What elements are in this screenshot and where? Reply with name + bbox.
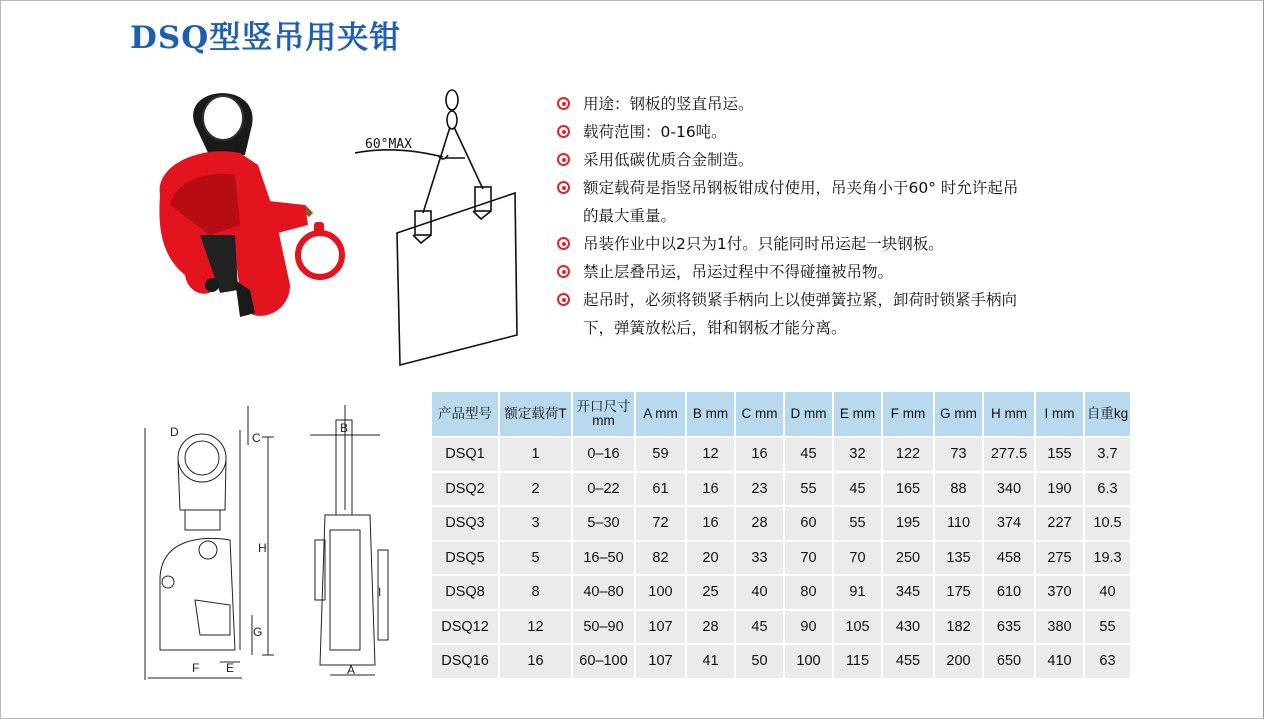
dim-label-i: I [378, 585, 382, 599]
table-cell: 455 [883, 645, 933, 678]
table-cell: DSQ16 [432, 645, 498, 678]
bullet-icon [557, 181, 570, 194]
table-cell: 340 [984, 473, 1034, 506]
table-cell: 88 [935, 473, 982, 506]
table-cell: 165 [883, 473, 933, 506]
table-cell: 100 [785, 645, 832, 678]
table-cell: 55 [785, 473, 832, 506]
note-line1: 用途：钢板的竖直吊运。 [583, 95, 754, 113]
table-cell: 33 [736, 542, 783, 575]
table-row [432, 645, 1130, 678]
table-cell: 190 [1036, 473, 1083, 506]
table-cell: 610 [984, 576, 1034, 609]
dimension-drawing [140, 400, 390, 690]
note-line1: 起吊时，必须将锁紧手柄向上以使弹簧拉紧，卸荷时锁紧手柄向 [583, 291, 1018, 309]
table-cell: 28 [736, 507, 783, 540]
table-cell: 107 [636, 611, 685, 644]
table-cell: 12 [687, 438, 734, 471]
note-item [557, 258, 1157, 286]
table-cell: 28 [687, 611, 734, 644]
spec-table [430, 390, 1132, 680]
table-cell: 23 [736, 473, 783, 506]
note-line1: 吊装作业中以2只为1付。只能同时吊运起一块钢板。 [583, 235, 944, 253]
header-cell: H mm [984, 392, 1034, 436]
table-cell: 6.3 [1085, 473, 1130, 506]
table-cell: 60 [785, 507, 832, 540]
note-item [557, 118, 1157, 146]
table-cell: 72 [636, 507, 685, 540]
dim-label-g: G [253, 625, 263, 639]
sketch-angle-label: 60°MAX [365, 137, 412, 152]
table-cell: 60–100 [573, 645, 634, 678]
table-cell: 635 [984, 611, 1034, 644]
table-cell: 0–22 [573, 473, 634, 506]
table-cell: 155 [1036, 438, 1083, 471]
header-cell: 自重kg [1085, 392, 1130, 436]
table-cell: 200 [935, 645, 982, 678]
header-cell: 额定载荷T [500, 392, 571, 436]
table-cell: 374 [984, 507, 1034, 540]
table-cell: 40 [1085, 576, 1130, 609]
table-cell: 16 [687, 473, 734, 506]
header-cell: I mm [1036, 392, 1083, 436]
header-cell: F mm [883, 392, 933, 436]
table-cell: 25 [687, 576, 734, 609]
table-cell: 32 [834, 438, 881, 471]
table-cell: DSQ2 [432, 473, 498, 506]
table-cell: 12 [500, 611, 571, 644]
table-cell: 70 [785, 542, 832, 575]
spec-header-row [432, 392, 1130, 436]
table-cell: DSQ3 [432, 507, 498, 540]
note-line1: 载荷范围：0-16吨。 [583, 123, 727, 141]
dim-label-d: D [170, 425, 179, 439]
table-cell: 5–30 [573, 507, 634, 540]
dim-label-e: E [226, 661, 235, 675]
note-line1: 额定载荷是指竖吊钢板钳成付使用，吊夹角小于60° 时允许起吊 [583, 179, 1019, 197]
header-cell: E mm [834, 392, 881, 436]
table-cell: 61 [636, 473, 685, 506]
table-cell: 5 [500, 542, 571, 575]
table-cell: 650 [984, 645, 1034, 678]
table-cell: 122 [883, 438, 933, 471]
note-line2: 下，弹簧放松后，钳和钢板才能分离。 [583, 319, 847, 337]
table-cell: DSQ12 [432, 611, 498, 644]
note-line1: 禁止层叠吊运，吊运过程中不得碰撞被吊物。 [583, 263, 894, 281]
table-cell: 16–50 [573, 542, 634, 575]
clamp-photo [140, 85, 350, 325]
table-cell: 345 [883, 576, 933, 609]
table-cell: 20 [687, 542, 734, 575]
table-cell: 40–80 [573, 576, 634, 609]
table-cell: 227 [1036, 507, 1083, 540]
table-cell: 50–90 [573, 611, 634, 644]
table-cell: 19.3 [1085, 542, 1130, 575]
note-line1: 采用低碳优质合金制造。 [583, 151, 754, 169]
dim-label-b: B [340, 421, 349, 435]
table-cell: 115 [834, 645, 881, 678]
table-cell: 3 [500, 507, 571, 540]
header-cell: C mm [736, 392, 783, 436]
bullet-icon [557, 153, 570, 166]
table-cell: 91 [834, 576, 881, 609]
dim-label-f: F [192, 661, 200, 675]
note-line2: 的最大重量。 [583, 207, 677, 225]
table-cell: 55 [1085, 611, 1130, 644]
note-item [557, 286, 1157, 342]
table-cell: 3.7 [1085, 438, 1130, 471]
header-cell: D mm [785, 392, 832, 436]
table-cell: 175 [935, 576, 982, 609]
table-cell: 40 [736, 576, 783, 609]
table-cell: 380 [1036, 611, 1083, 644]
bullet-icon [557, 97, 570, 110]
header-cell: A mm [636, 392, 685, 436]
table-cell: 2 [500, 473, 571, 506]
table-cell: 370 [1036, 576, 1083, 609]
table-cell: 16 [687, 507, 734, 540]
note-item [557, 90, 1157, 118]
bullet-icon [557, 265, 570, 278]
table-cell: 82 [636, 542, 685, 575]
table-cell: 195 [883, 507, 933, 540]
usage-notes-list [557, 90, 1157, 342]
table-cell: 277.5 [984, 438, 1034, 471]
table-cell: 107 [636, 645, 685, 678]
table-cell: 63 [1085, 645, 1130, 678]
note-item [557, 146, 1157, 174]
bullet-icon [557, 293, 570, 306]
lifting-sketch [355, 85, 545, 370]
table-cell: 10.5 [1085, 507, 1130, 540]
spec-table-body [432, 438, 1130, 678]
table-cell: 0–16 [573, 438, 634, 471]
header-opening-line1: 开口尺寸 [576, 399, 631, 414]
header-cell: G mm [935, 392, 982, 436]
table-cell: 16 [736, 438, 783, 471]
table-cell: 41 [687, 645, 734, 678]
table-row [432, 473, 1130, 506]
note-item [557, 230, 1157, 258]
table-cell: 110 [935, 507, 982, 540]
note-item [557, 174, 1157, 230]
header-cell-opening [573, 392, 634, 436]
table-cell: 45 [785, 438, 832, 471]
table-row [432, 438, 1130, 471]
table-cell: 50 [736, 645, 783, 678]
table-cell: 55 [834, 507, 881, 540]
table-row [432, 611, 1130, 644]
table-cell: 8 [500, 576, 571, 609]
table-row [432, 542, 1130, 575]
table-row [432, 576, 1130, 609]
table-cell: 1 [500, 438, 571, 471]
dim-label-a: A [347, 663, 356, 677]
table-cell: 45 [834, 473, 881, 506]
bullet-icon [557, 125, 570, 138]
table-cell: 430 [883, 611, 933, 644]
table-cell: 90 [785, 611, 832, 644]
table-cell: 100 [636, 576, 685, 609]
header-cell: B mm [687, 392, 734, 436]
dim-label-h: H [258, 541, 267, 555]
table-cell: 16 [500, 645, 571, 678]
table-cell: 458 [984, 542, 1034, 575]
table-cell: DSQ5 [432, 542, 498, 575]
table-cell: 59 [636, 438, 685, 471]
table-cell: 135 [935, 542, 982, 575]
header-opening-line2: mm [592, 413, 615, 428]
table-cell: 105 [834, 611, 881, 644]
table-row [432, 507, 1130, 540]
table-cell: 410 [1036, 645, 1083, 678]
page-title: DSQ型竖吊用夹钳 [130, 20, 402, 56]
dim-label-c: C [252, 431, 261, 445]
table-cell: 73 [935, 438, 982, 471]
table-cell: 250 [883, 542, 933, 575]
table-cell: 45 [736, 611, 783, 644]
header-cell: 产品型号 [432, 392, 498, 436]
table-cell: 275 [1036, 542, 1083, 575]
table-cell: 182 [935, 611, 982, 644]
bullet-icon [557, 237, 570, 250]
table-cell: DSQ1 [432, 438, 498, 471]
table-cell: DSQ8 [432, 576, 498, 609]
table-cell: 80 [785, 576, 832, 609]
table-cell: 70 [834, 542, 881, 575]
